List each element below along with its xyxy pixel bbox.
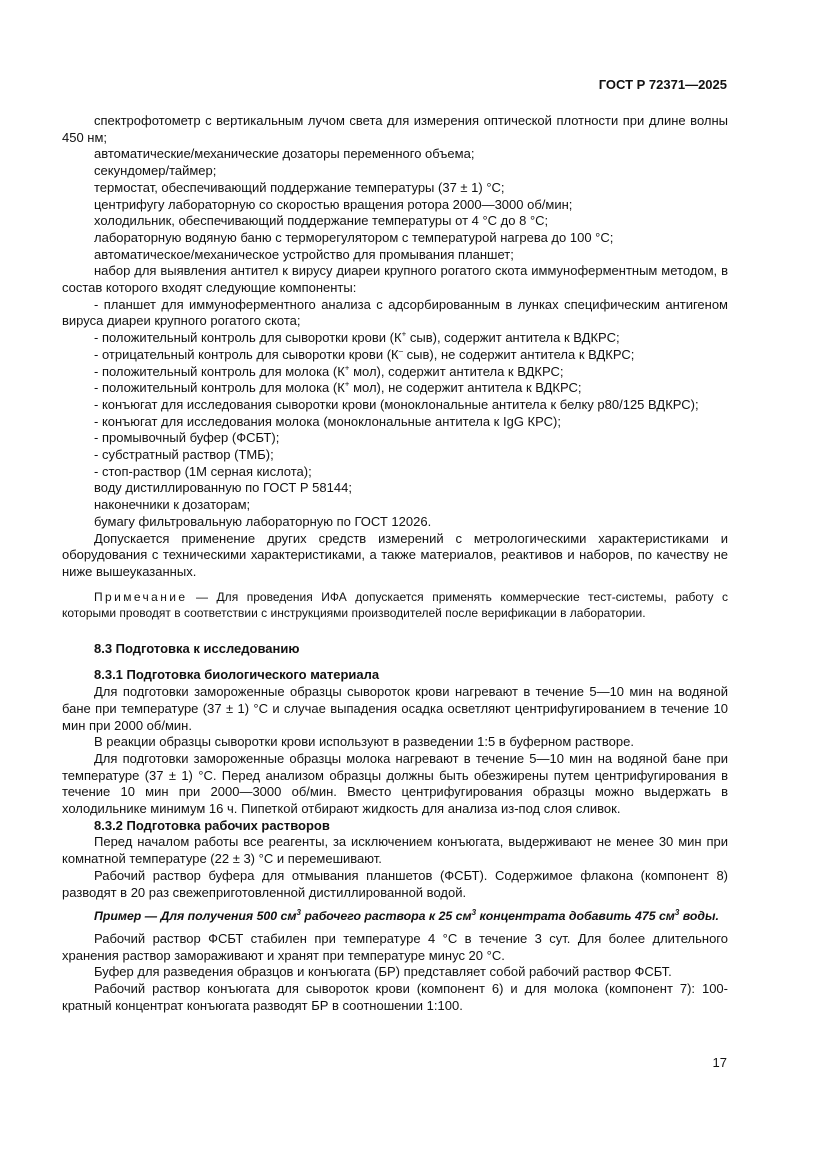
kit-item-pos-milk-2: - положительный контроль для молока (К+ мол), не содержит антитела к ВДКРС; <box>94 379 582 396</box>
kit-item-substrate: - субстратный раствор (ТМБ); <box>94 447 274 463</box>
section-8-3-1-title: 8.3.1 Подготовка биологического материала <box>94 667 380 683</box>
equipment-item: набор для выявления антител к вирусу диареи крупного рогатого скота иммуноферментным методом, в состав которого входят следующие компоненты: <box>62 263 728 296</box>
kit-item-pos-milk: - положительный контроль для молока (К+ мол), содержит антитела к ВДКРС; <box>94 363 564 379</box>
paragraph: В реакции образцы сыворотки крови используют в разведении 1:5 в буферном растворе. <box>94 734 634 750</box>
standard-header: ГОСТ Р 72371—2025 <box>598 77 727 92</box>
paragraph: Буфер для разведения образцов и конъюгата (БР) представляет собой рабочий раствор ФСБТ. <box>94 964 672 980</box>
other-item: наконечники к дозаторам; <box>94 497 251 513</box>
paragraph: Перед началом работы все реагенты, за исключением конъюгата, выдерживают не менее 30 мин при комнатной температуре (22 ± 3) °С и перемешивают. <box>62 834 728 867</box>
note-text: — Для проведения ИФА допускается применять коммерческие тест-системы, работу с которыми проводят в соответствии с инструкциями производителей после верификации в лаборатории. <box>62 589 728 620</box>
kit-item-conj-milk: - конъюгат для исследования молока (моноклональные антитела к IgG КРС); <box>94 413 561 429</box>
note <box>62 589 728 621</box>
kit-item-neg-serum: - отрицательный контроль для сыворотки крови (К– сыв), не содержит антитела к ВДКРС; <box>94 346 635 362</box>
paragraph: Рабочий раствор ФСБТ стабилен при температуре 4 °С в течение 3 сут. Для более длительного хранения раствор замораживают и хранят при температуре минус 20 °С. <box>62 930 728 963</box>
equipment-item: холодильник, обеспечивающий поддержание температуры от 4 °С до 8 °С; <box>94 213 549 229</box>
equipment-item: автоматическое/механическое устройство для промывания планшет; <box>94 246 514 262</box>
kit-item-stop: - стоп-раствор (1М серная кислота); <box>94 463 312 479</box>
example: Пример — Для получения 500 $см^3$ рабочего раствора к 25 $см^3$ концентрата добавить 475 $см^3$ воды. <box>94 908 719 924</box>
equipment-item: центрифугу лабораторную со скоростью вращения ротора 2000—3000 об/мин; <box>94 196 573 212</box>
kit-item-conj-serum: - конъюгат для исследования сыворотки крови (моноклональные антитела к белку р80/125 ВДКРС); <box>94 396 699 412</box>
equipment-item: автоматические/механические дозаторы переменного объема; <box>94 146 475 162</box>
equipment-item: спектрофотометр с вертикальным лучом света для измерения оптической плотности при длине волны 450 нм; <box>62 113 728 145</box>
kit-item-plate: - планшет для иммуноферментного анализа с адсорбированным в лунках специфическим антигеном вируса диареи крупного рогатого скота; <box>62 296 728 329</box>
section-8-3-2-title: 8.3.2 Подготовка рабочих растворов <box>94 817 330 833</box>
other-item: бумагу фильтровальную лабораторную по ГОСТ 12026. <box>94 513 432 529</box>
kit-item-wash: - промывочный буфер (ФСБТ); <box>94 430 280 446</box>
kit-item-pos-serum: - положительный контроль для сыворотки крови (К+ сыв), содержит антитела к ВДКРС; <box>94 329 620 346</box>
equipment-item: лабораторную водяную баню с терморегулятором с температурой нагрева до 100 °С; <box>94 229 614 245</box>
paragraph: Для подготовки замороженные образцы молока нагревают в течение 5—10 мин на водяной бане при температуре (37 ± 1) °С. Перед анализом образцы должны быть обезжирены путем центрифугирования в течение 10 мин при 2000—3000 об/мин. Вместо центрифугирования образцы можно выдержать в холодильнике минимум 16 ч. Пипеткой отбирают жидкость для анализа из-под слоя сливок. <box>62 750 728 817</box>
equipment-item: термостат, обеспечивающий поддержание температуры (37 ± 1) °С; <box>94 179 505 195</box>
note-label: Примечание <box>94 589 188 604</box>
other-item: воду дистиллированную по ГОСТ Р 58144; <box>94 480 352 496</box>
equipment-item: секундомер/таймер; <box>94 163 217 179</box>
page-number: 17 <box>712 1055 727 1070</box>
paragraph: Рабочий раствор буфера для отмывания планшетов (ФСБТ). Содержимое флакона (компонент 8) разводят в 20 раз свежеприготовленной дистиллированной водой. <box>62 867 728 900</box>
page-content <box>62 113 728 1014</box>
paragraph: Рабочий раствор конъюгата для сывороток крови (компонент 6) и для молока (компонент 7): 100-кратный концентрат конъюгата разводят БР в соотношении 1:100. <box>62 981 728 1013</box>
paragraph: Для подготовки замороженные образцы сывороток крови нагревают в течение 5—10 мин на водяной бане при температуре (37 ± 1) °С и случае выпадения осадка осветляют центрифугированием в течение 10 мин при 2000 об/мин. <box>62 684 728 733</box>
section-8-3-title: 8.3 Подготовка к исследованию <box>94 640 300 656</box>
allowed-paragraph: Допускается применение других средств измерений с метрологическими характеристиками и оборудования с техническими характеристиками, а также материалов, реактивов и наборов, по качеству не ниже вышеуказанных. <box>62 530 728 579</box>
